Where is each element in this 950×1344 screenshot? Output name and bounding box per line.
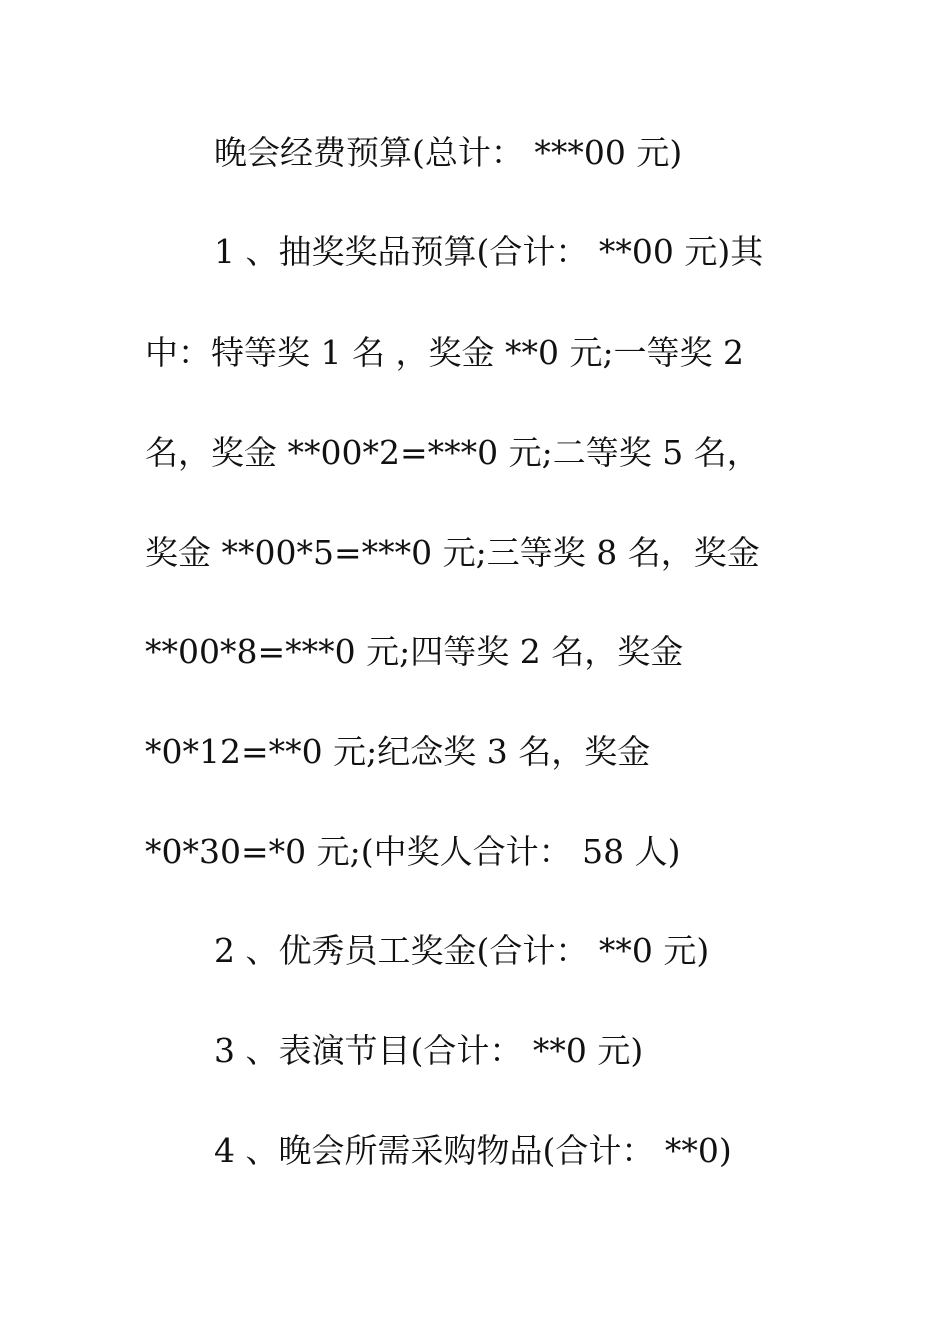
purchase-budget-line: 4 、晚会所需采购物品(合计： **0) bbox=[214, 1131, 732, 1170]
performance-budget-line: 3 、表演节目(合计： **0 元) bbox=[214, 1031, 644, 1070]
prize-budget-line: 1 、抽奖奖品预算(合计： **00 元)其 bbox=[214, 232, 764, 271]
paragraph-line: 中：特等奖 1 名 ，奖金 **0 元;一等奖 2 bbox=[145, 333, 745, 372]
paragraph-line: 奖金 **00*5=***0 元;三等奖 8 名，奖金 bbox=[145, 533, 760, 572]
paragraph-line: *0*30=*0 元;(中奖人合计： 58 人) bbox=[145, 832, 681, 871]
employee-bonus-line: 2 、优秀员工奖金(合计： **0 元) bbox=[214, 931, 710, 970]
paragraph-line: **00*8=***0 元;四等奖 2 名，奖金 bbox=[145, 632, 684, 671]
paragraph-line: 名，奖金 **00*2=***0 元;二等奖 5 名， bbox=[145, 433, 760, 472]
budget-title-line: 晚会经费预算(总计： ***00 元) bbox=[214, 133, 683, 172]
paragraph-line: *0*12=**0 元;纪念奖 3 名，奖金 bbox=[145, 732, 651, 771]
